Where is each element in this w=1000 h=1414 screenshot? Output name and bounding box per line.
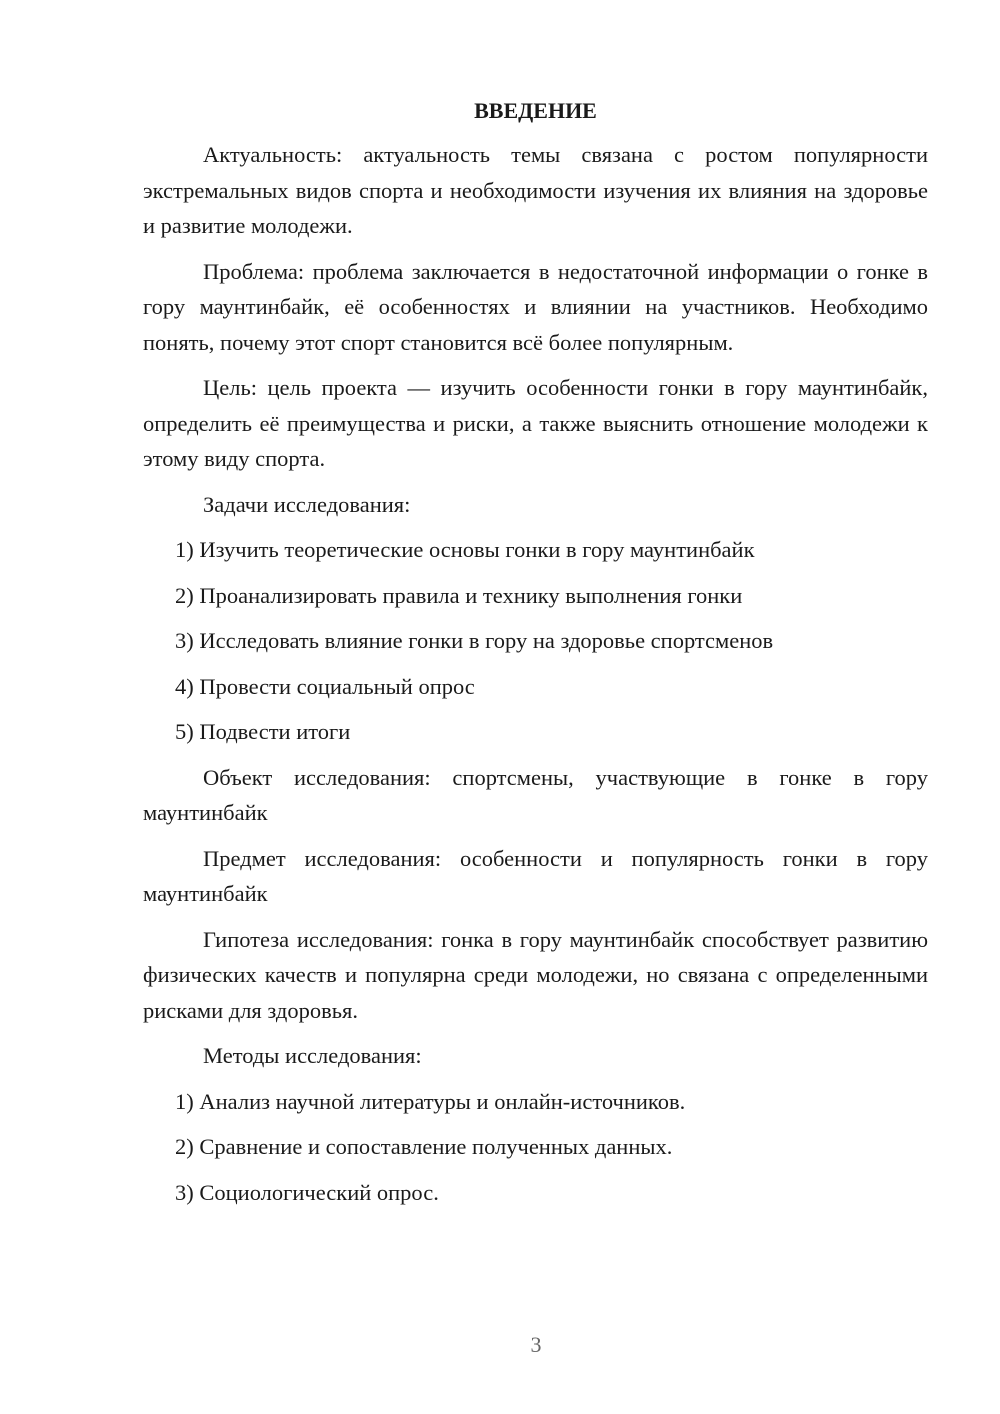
paragraph-object: Объект исследования: спортсмены, участвующие в гонке в гору маунтинбайк bbox=[143, 764, 928, 825]
page-title: ВВЕДЕНИЕ bbox=[474, 98, 597, 123]
paragraph-goal: Цель: цель проекта — изучить особенности гонки в гору маунтинбайк, определить её преимущества и риски, а также выяснить отношение молодежи к этому виду спорта. bbox=[143, 375, 928, 471]
list-item: 5) Подвести итоги bbox=[175, 719, 351, 744]
paragraph-relevance: Актуальность: актуальность темы связана с ростом популярности экстремальных видов спорта и необходимости изучения их влияния на здоровье и развитие молодежи. bbox=[143, 142, 928, 238]
paragraph-hypothesis: Гипотеза исследования: гонка в гору маунтинбайк способствует развитию физических качеств и популярна среди молодежи, но связана с определенными рисками для здоровья. bbox=[143, 926, 928, 1023]
methods-list bbox=[143, 1084, 928, 1211]
tasks-heading: Задачи исследования: bbox=[203, 491, 411, 517]
methods-heading: Методы исследования: bbox=[203, 1043, 422, 1068]
list-item: 4) Провести социальный опрос bbox=[175, 673, 475, 699]
tasks-list bbox=[143, 532, 928, 750]
list-item: 2) Проанализировать правила и технику выполнения гонки bbox=[175, 582, 743, 608]
list-item: 1) Анализ научной литературы и онлайн-источников. bbox=[175, 1088, 686, 1114]
page-content bbox=[143, 95, 928, 1220]
paragraph-subject: Предмет исследования: особенности и популярность гонки в гору маунтинбайк bbox=[143, 845, 928, 906]
list-item: 1) Изучить теоретические основы гонки в гору маунтинбайк bbox=[175, 537, 755, 562]
paragraph-problem: Проблема: проблема заключается в недостаточной информации о гонке в гору маунтинбайк, её особенностях и влиянии на участников. Необходимо понять, почему этот спорт становится всё более популярным. bbox=[143, 258, 928, 355]
list-item: 2) Сравнение и сопоставление полученных данных. bbox=[175, 1134, 673, 1159]
page-number: 3 bbox=[530, 1332, 542, 1357]
list-item: 3) Исследовать влияние гонки в гору на здоровье спортсменов bbox=[175, 628, 774, 653]
list-item: 3) Социологический опрос. bbox=[175, 1179, 439, 1205]
